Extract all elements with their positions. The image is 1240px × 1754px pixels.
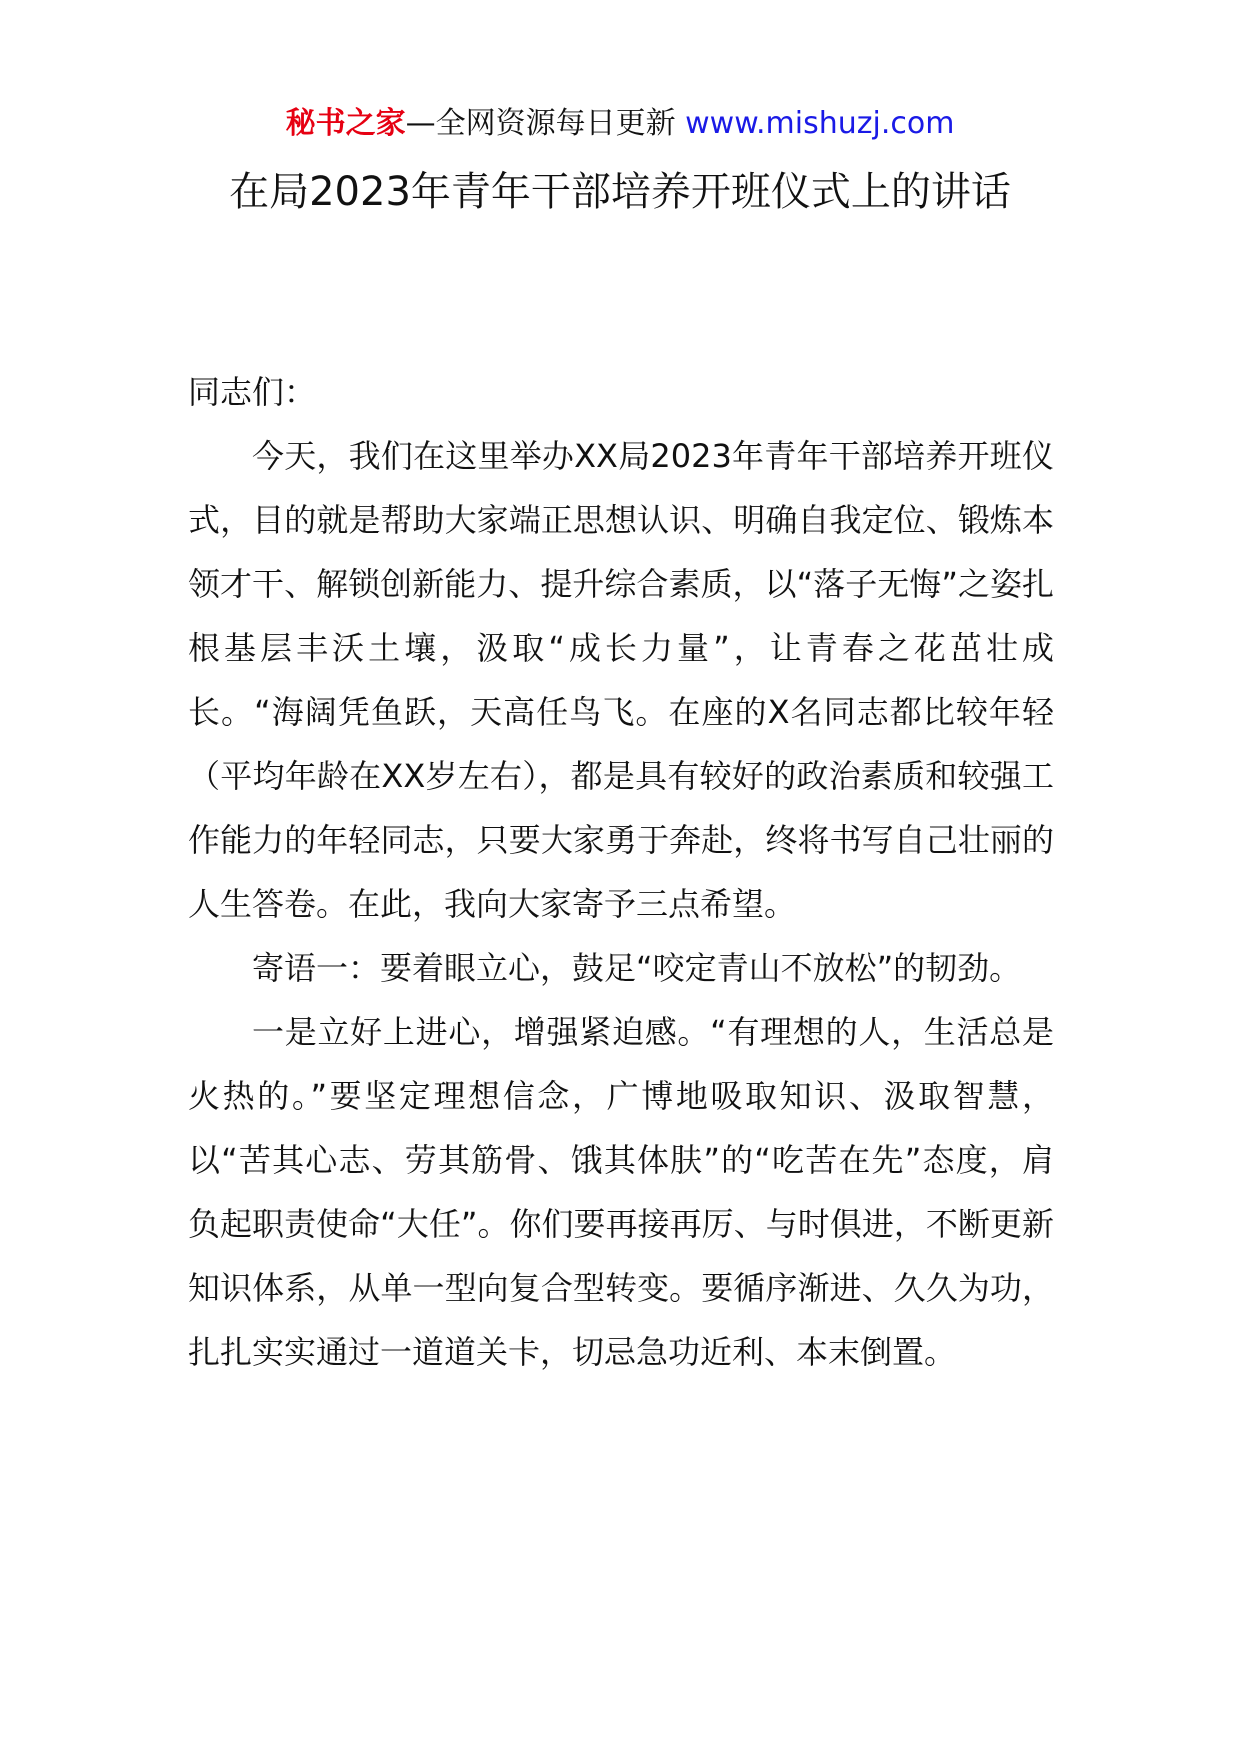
banner-tagline: —全网资源每日更新 xyxy=(405,106,686,141)
banner-brand: 秘书之家 xyxy=(285,106,406,141)
site-banner xyxy=(0,104,1240,144)
salutation: 同志们： xyxy=(188,373,317,411)
paragraph-3: 一是立好上进心，增强紧迫感。“有理想的人，生活总是火热的。”要坚定理想信念，广博地吸取知识、汲取智慧，以“苦其心志、劳其筋骨、饿其体肤”的“吃苦在先”态度，肩负起职责使命“大任”。你们要再接再厉、与时俱进，不断更新知识体系，从单一型向复合型转变。要循序渐进、久久为功，扎扎实实通过一道道关卡，切忌急功近利、本末倒置。 xyxy=(188,1013,1054,1371)
paragraph-1: 今天，我们在这里举办XX局2023年青年干部培养开班仪式，目的就是帮助大家端正思想认识、明确自我定位、锻炼本领才干、解锁创新能力、提升综合素质，以“落子无悔”之姿扎根基层丰沃土壤，汲取“成长力量”，让青春之花茁壮成长。“海阔凭鱼跃，天高任鸟飞。在座的X名同志都比较年轻（平均年龄在XX岁左右），都是具有较好的政治素质和较强工作能力的年轻同志，只要大家勇于奔赴，终将书写自己壮丽的人生答卷。在此，我向大家寄予三点希望。 xyxy=(188,437,1054,923)
paragraph-2: 寄语一：要着眼立心，鼓足“咬定青山不放松”的韧劲。 xyxy=(252,949,1022,987)
banner-site-link[interactable]: www.mishuzj.com xyxy=(685,106,955,141)
document-title: 在局2023年青年干部培养开班仪式上的讲话 xyxy=(229,169,1011,215)
document-body xyxy=(188,360,1054,1384)
